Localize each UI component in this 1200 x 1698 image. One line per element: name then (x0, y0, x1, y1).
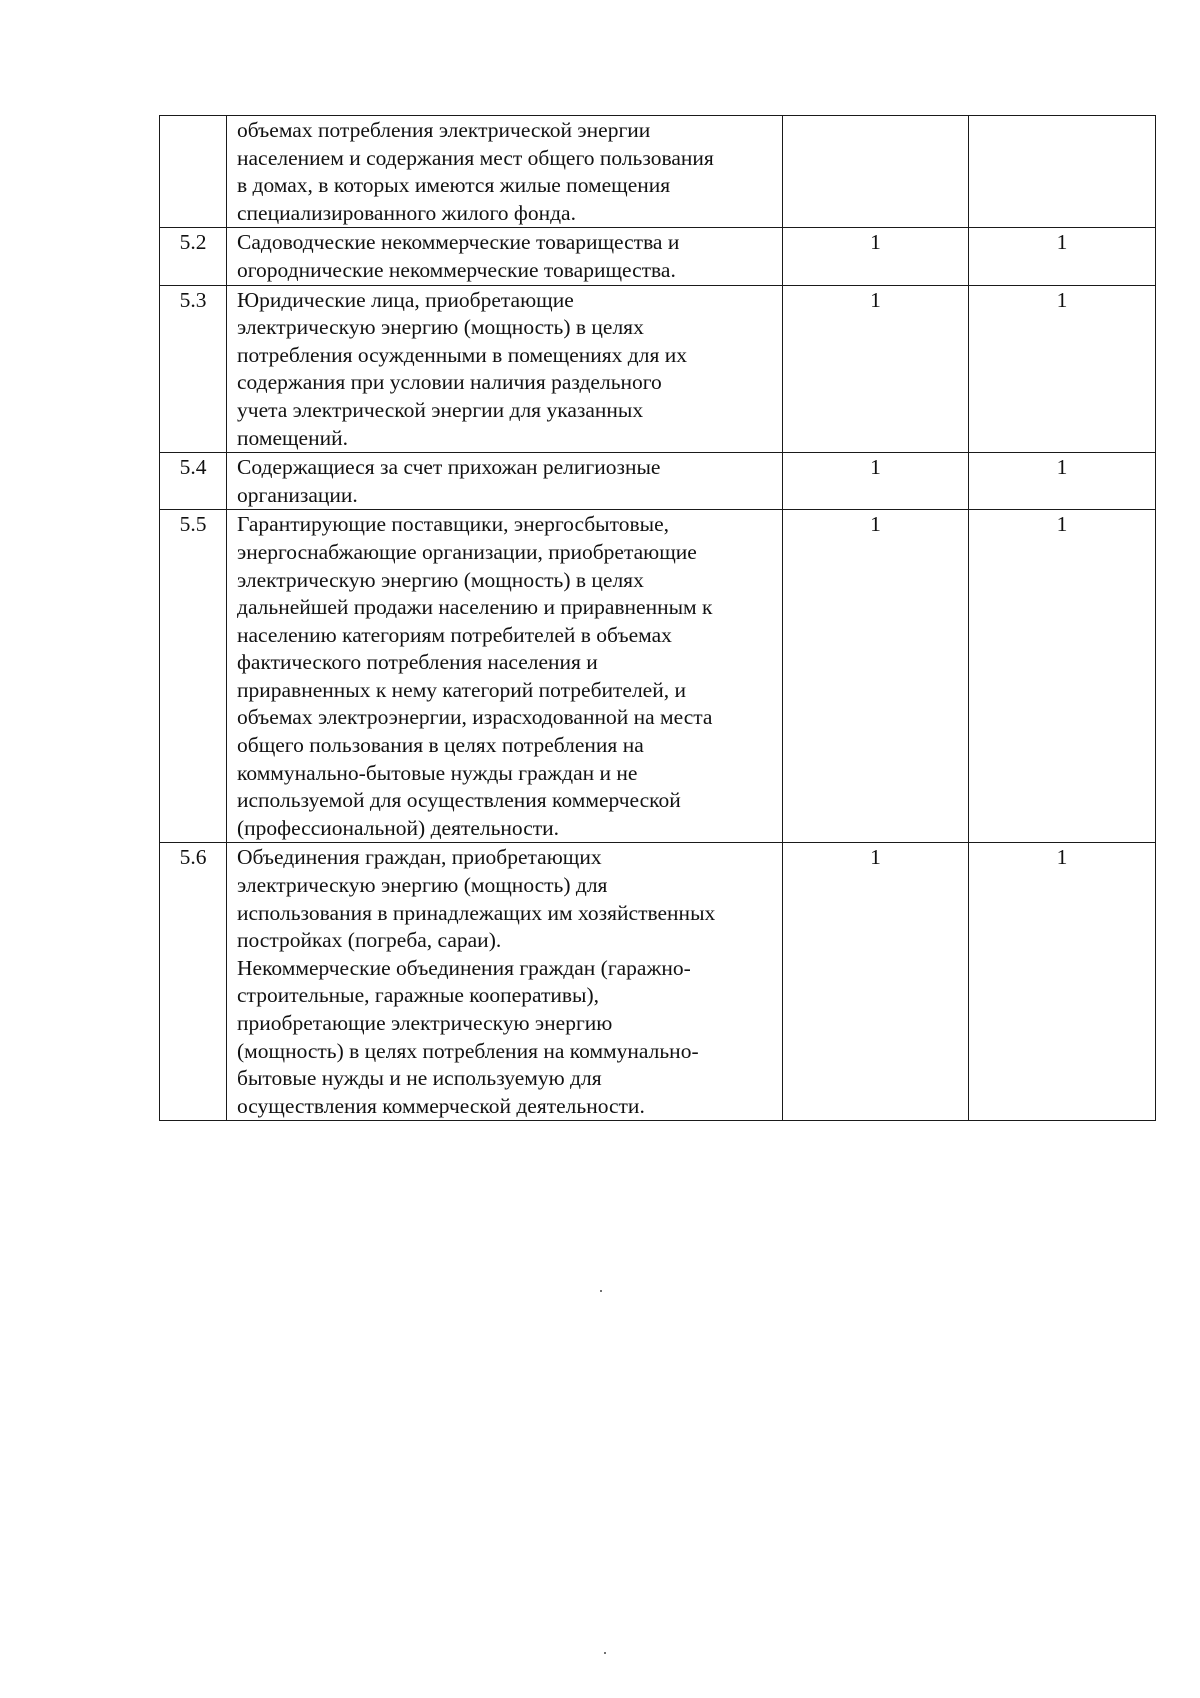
description-line: строительные, гаражные кооперативы), (237, 983, 599, 1008)
description-line: постройках (погреба, сараи). (237, 928, 502, 953)
description-line: электрическую энергию (мощность) в целях (237, 315, 644, 340)
value-cell-first: 1 (783, 285, 969, 453)
description-line: фактического потребления населения и (237, 650, 598, 675)
description-line: огороднические некоммерческие товарищества. (237, 257, 676, 282)
description-line: Объединения граждан, приобретающих (237, 845, 602, 870)
value-cell-second: 1 (969, 843, 1156, 1121)
description-line: Гарантирующие поставщики, энергосбытовые, (237, 512, 670, 537)
value-cell-second: 1 (969, 453, 1156, 510)
description-line: Садоводческие некоммерческие товарищества и (237, 230, 680, 255)
category-description-cell (227, 843, 783, 1121)
description-line: используемой для осуществления коммерческой (237, 788, 681, 813)
description-line: электрическую энергию (мощность) для (237, 873, 608, 898)
value-cell-second: 1 (969, 228, 1156, 285)
description-line: содержания при условии наличия раздельного (237, 370, 662, 395)
description-line: потребления осужденными в помещениях для их (237, 342, 687, 367)
description-line: помещений. (237, 425, 348, 450)
table-row (160, 510, 1156, 843)
category-description-cell (227, 453, 783, 510)
table-body (160, 116, 1156, 1121)
value-cell-second: 1 (969, 285, 1156, 453)
description-line: (мощность) в целях потребления на коммунально- (237, 1038, 699, 1063)
table-row (160, 453, 1156, 510)
category-description-cell (227, 510, 783, 843)
row-number-cell (160, 116, 227, 228)
row-number-cell: 5.4 (160, 453, 227, 510)
value-cell-first (783, 116, 969, 228)
description-line: специализированного жилого фонда. (237, 200, 576, 225)
category-description-cell (227, 285, 783, 453)
description-line: электрическую энергию (мощность) в целях (237, 567, 644, 592)
description-line: коммунально-бытовые нужды граждан и не (237, 760, 638, 785)
description-line: объемах потребления электрической энергии (237, 118, 651, 142)
description-line: Содержащиеся за счет прихожан религиозные (237, 455, 661, 480)
value-cell-second: 1 (969, 510, 1156, 843)
row-number-cell: 5.2 (160, 228, 227, 285)
table-row (160, 228, 1156, 285)
description-line: приравненных к нему категорий потребителей, и (237, 677, 686, 702)
row-number-cell: 5.3 (160, 285, 227, 453)
description-line: населением и содержания мест общего пользования (237, 145, 714, 170)
value-cell-first: 1 (783, 843, 969, 1121)
tariff-category-table (159, 115, 1156, 1121)
description-line: (профессиональной) деятельности. (237, 815, 560, 840)
description-line: энергоснабжающие организации, приобретающие (237, 539, 697, 564)
description-line: приобретающие электрическую энергию (237, 1011, 613, 1035)
description-line: учета электрической энергии для указанных (237, 397, 644, 422)
row-number-cell: 5.5 (160, 510, 227, 843)
value-cell-first: 1 (783, 453, 969, 510)
description-line: использования в принадлежащих им хозяйственных (237, 900, 716, 925)
category-description-cell (227, 228, 783, 285)
value-cell-first: 1 (783, 228, 969, 285)
description-line: населению категориям потребителей в объемах (237, 622, 672, 647)
table-row (160, 116, 1156, 228)
scan-speck (604, 1652, 606, 1654)
description-line: Юридические лица, приобретающие (237, 287, 574, 312)
description-line: объемах электроэнергии, израсходованной на места (237, 705, 713, 730)
row-number-cell: 5.6 (160, 843, 227, 1121)
table-row (160, 285, 1156, 453)
category-description-cell (227, 116, 783, 228)
value-cell-first: 1 (783, 510, 969, 843)
description-line: бытовые нужды и не используемую для (237, 1066, 602, 1091)
description-line: общего пользования в целях потребления на (237, 733, 644, 758)
scan-speck (600, 1290, 602, 1292)
description-line: дальнейшей продажи населению и приравненным к (237, 595, 713, 620)
value-cell-second (969, 116, 1156, 228)
description-line: осуществления коммерческой деятельности. (237, 1093, 645, 1118)
description-line: организации. (237, 482, 358, 507)
table-row (160, 843, 1156, 1121)
description-line: в домах, в которых имеются жилые помещения (237, 173, 671, 198)
description-line: Некоммерческие объединения граждан (гаражно- (237, 955, 691, 980)
